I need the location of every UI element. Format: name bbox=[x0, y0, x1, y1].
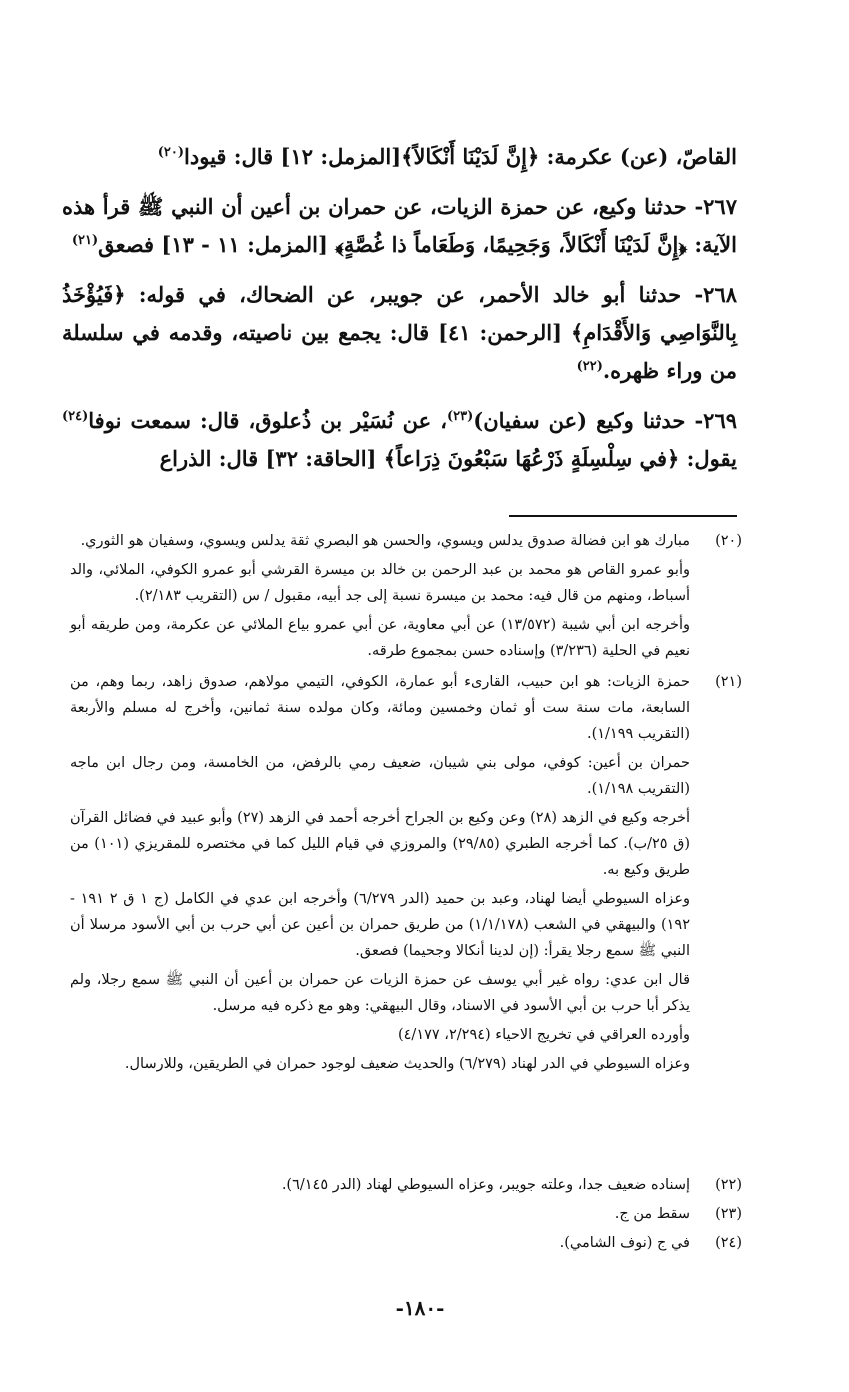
footnote-number: (٢٢) bbox=[715, 1177, 742, 1193]
footnote-paragraph: وأخرجه ابن أبي شيبة (١٣/٥٧٢) عن أبي معاوية، عن أبي عمرو بياع الملائي عن عكرمة، ومن طريقه أبو نعيم في الحلية (٣/٢٣٦) وإسناده حسن بمجموع طرقه. bbox=[70, 617, 690, 659]
paragraph-continuation bbox=[62, 138, 737, 176]
footnote-separator bbox=[509, 515, 737, 517]
footnote-body bbox=[70, 669, 690, 1080]
footnote-paragraph: وعزاه السيوطي في الدر لهناد (٦/٢٧٩) والحديث ضعيف لوجود حمران في الطريقين، وللارسال. bbox=[124, 1056, 690, 1072]
hadith-text: حدثنا وكيع، عن حمزة الزيات، عن حمران بن أعين أن النبي ﷺ قرأ هذه الآية: ﴿إِنَّ لَدَيْنَا أَنْكَالاً، وَجَحِيمًا، وَطَعَاماً ذا غُصَّةٍ﴾ [المزمل: ١١ - ١٣] فصعق bbox=[62, 194, 737, 257]
hadith-number: ٢٦٧- bbox=[694, 194, 737, 219]
hadith-267 bbox=[62, 188, 737, 264]
footnote-number: (٢٣) bbox=[715, 1206, 742, 1222]
footnote-paragraph: حمران بن أعين: كوفي، مولى بني شيبان، ضعيف رمي بالرفض، من الخامسة، ومن رجال ابن ماجه (التقريب ١/١٩٨). bbox=[70, 755, 690, 797]
footnote-21 bbox=[70, 669, 742, 1080]
footnote-body: سقط من ج. bbox=[614, 1206, 690, 1222]
footnote-ref-24: (٢٤) bbox=[62, 409, 89, 424]
hadith-text: حدثنا وكيع (عن سفيان) bbox=[473, 408, 686, 433]
footnote-23 bbox=[70, 1201, 742, 1228]
main-text bbox=[62, 138, 737, 490]
footnote-ref-21: (٢١) bbox=[71, 233, 99, 248]
short-footnotes bbox=[70, 1172, 742, 1259]
footnotes bbox=[70, 528, 742, 1082]
footnote-paragraph: وأبو عمرو القاص هو محمد بن عبد الرحمن بن خالد بن ميسرة القرشي أبو عمرو الكوفي، الملائي، والد أسباط، ومنهم من قال فيه: محمد بن ميسرة نسبة إلى جد أبيه، مقبول / س (التقريب ٢/١٨٣). bbox=[70, 562, 690, 604]
hadith-text: حدثنا أبو خالد الأحمر، عن جويبر، عن الضحاك، في قوله: ﴿فَيُؤْخَذُ بِالنَّوَاصِي وَالأَقْدَامِ﴾ [الرحمن: ٤١] قال: يجمع بين ناصيته، وقدمه في سلسلة من وراء ظهره. bbox=[62, 282, 738, 383]
hadith-269 bbox=[62, 402, 737, 478]
footnote-paragraph: مبارك هو ابن فضالة صدوق يدلس ويسوي، والحسن هو البصري ثقة يدلس ويسوي، وسفيان هو الثوري. bbox=[80, 533, 690, 549]
footnote-24 bbox=[70, 1230, 742, 1257]
footnote-paragraph: وأورده العراقي في تخريج الاحياء (٢/٢٩٤، ٤/١٧٧) bbox=[397, 1027, 690, 1043]
footnote-ref-20: (٢٠) bbox=[157, 145, 185, 160]
footnote-paragraph: حمزة الزيات: هو ابن حبيب، القارىء أبو عمارة، الكوفي، التيمي مولاهم، صدوق زاهد، ربما وهم، من السابعة، مات سنة ست أو ثمان وخمسين ومائة، وكان مولده سنة ثمانين، وأخرج له مسلم والأربعة (التقريب ١/١٩٩). bbox=[70, 674, 690, 742]
footnote-number: (٢١) bbox=[715, 674, 742, 690]
footnote-body: إسناده ضعيف جدا، وعلته جويبر، وعزاه السيوطي لهناد (الدر ٦/١٤٥). bbox=[281, 1177, 690, 1193]
footnote-paragraph: قال ابن عدي: رواه غير أبي يوسف عن حمزة الزيات عن حمران بن أعين أن النبي ﷺ سمع رجلا، ولم يذكر أبا حرب بن أبي الأسود في الاسناد، وقال البيهقي: وهو مع ذكره فيه مرسل. bbox=[70, 972, 690, 1014]
footnote-number: (٢٠) bbox=[715, 533, 742, 549]
page-number: -١٨٠- bbox=[395, 1296, 445, 1320]
paragraph-text: القاصّ، (عن) عكرمة: ﴿إِنَّ لَدَيْنَا أَنْكَالاً﴾[المزمل: ١٢] قال: قيودا bbox=[184, 144, 737, 169]
footnote-body bbox=[70, 528, 690, 667]
footnote-ref-23: (٢٣) bbox=[447, 409, 474, 424]
footnote-22 bbox=[70, 1172, 742, 1199]
footnote-20 bbox=[70, 528, 742, 667]
footnote-paragraph: وعزاه السيوطي أيضا لهناد، وعبد بن حميد (الدر ٦/٢٧٩) وأخرجه ابن عدي في الكامل (ج ١ ق ٢ ١٩١ - ١٩٢) والبيهقي في الشعب (١/١/١٧٨) من طريق حمران بن أعين عن أبي حرب بن أبي الأسود مرسلا أن النبي ﷺ سمع رجلا يقرأ: (إن لدينا أنكالا وجحيما) فصعق. bbox=[70, 891, 691, 959]
footnote-body: في ج (نوف الشامي). bbox=[559, 1235, 690, 1251]
hadith-number: ٢٦٨- bbox=[694, 282, 738, 307]
hadith-number: ٢٦٩- bbox=[694, 408, 738, 433]
footnote-ref-22: (٢٢) bbox=[576, 359, 603, 374]
hadith-text: ، عن نُسَيْر بن ذُعلوق، قال: سمعت نوفا bbox=[88, 408, 447, 433]
footnote-paragraph: أخرجه وكيع في الزهد (٢٨) وعن وكيع بن الجراح أخرجه أحمد في الزهد (٢٧) وأبو عبيد في فضائل القرآن (ق ٢٥/ب). كما أخرجه الطبري (٢٩/٨٥) والمروزي في قيام الليل كما في مختصره للمقريزي (١٠١) من طريق وكيع به. bbox=[70, 810, 690, 878]
hadith-268 bbox=[62, 276, 737, 390]
footnote-number: (٢٤) bbox=[715, 1235, 742, 1251]
hadith-text: يقول: ﴿في سِلْسِلَةٍ ذَرْعُهَا سَبْعُونَ ذِرَاعاً﴾ [الحاقة: ٣٢] قال: الذراع bbox=[159, 446, 737, 471]
